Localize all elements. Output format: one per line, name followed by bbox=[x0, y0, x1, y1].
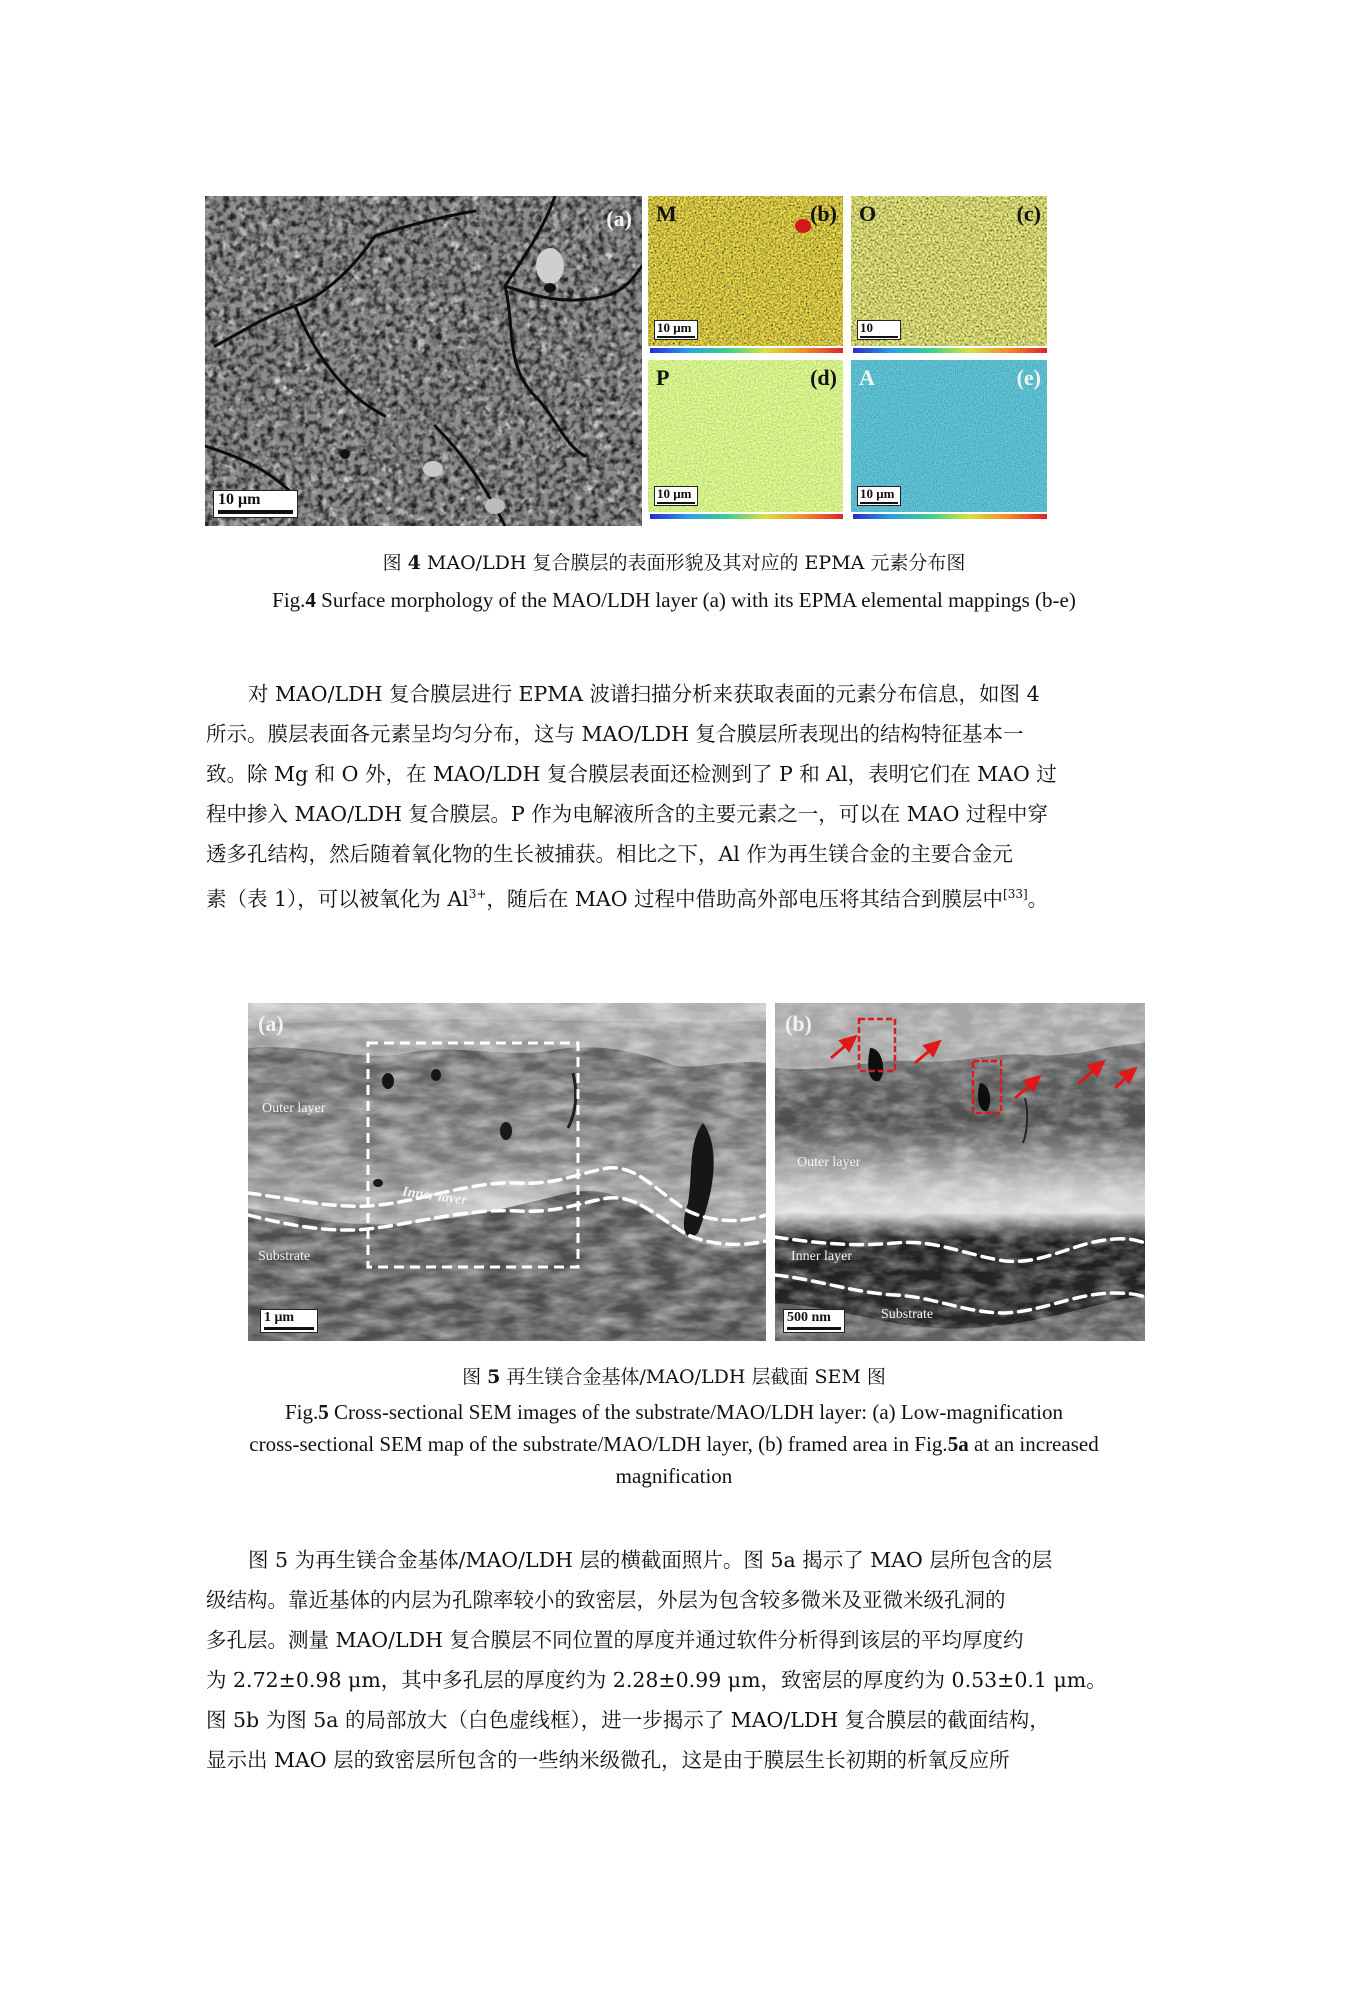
fig5-panel-a-label: (a) bbox=[258, 1011, 284, 1036]
para1-line-6-c: 。 bbox=[1027, 886, 1049, 911]
fig5-panel-b-label: (b) bbox=[785, 1011, 812, 1036]
fig4-panel-a-scale-text: 10 μm bbox=[218, 491, 261, 508]
fig4-panel-b-colorbar bbox=[650, 348, 843, 353]
fig4-panel-e-label: (e) bbox=[1016, 365, 1041, 390]
fig5-panel-a-inner-layer-label: Inner layer bbox=[401, 1184, 468, 1209]
fig4-panel-e-element: A bbox=[859, 365, 875, 390]
fig4-caption-en-prefix: Fig. bbox=[272, 588, 306, 612]
fig5-panel-b-sem-image bbox=[775, 1003, 1145, 1341]
para2-line-4: 为 2.72±0.98 μm，其中多孔层的厚度约为 2.28±0.99 μm，致密层的厚度约为 0.53±0.1 μm。 bbox=[206, 1668, 1107, 1692]
fig4-panel-d-element-map bbox=[648, 360, 843, 512]
para1-line-6-reference: [33] bbox=[1003, 887, 1028, 901]
fig4-panel-c-scale-bar bbox=[857, 320, 901, 340]
para1-line-2: 所示。膜层表面各元素呈均匀分布，这与 MAO/LDH 复合膜层所表现出的结构特征基本一 bbox=[206, 722, 1024, 746]
fig5-panel-b-outer-layer-label: Outer layer bbox=[797, 1155, 861, 1170]
fig5-caption-en-line-1 bbox=[150, 1396, 1198, 1428]
fig4-caption-en-text: Surface morphology of the MAO/LDH layer (a) with its EPMA elemental mappings (b-e) bbox=[321, 588, 1076, 612]
fig5-caption-en-line-2 bbox=[150, 1428, 1198, 1460]
fig4-panel-d-label: (d) bbox=[810, 365, 837, 390]
fig4-caption-zh-num: 4 bbox=[407, 552, 421, 574]
fig4-caption-zh-prefix: 图 bbox=[382, 552, 402, 574]
fig5-caption-en-prefix: Fig. bbox=[284, 1400, 319, 1424]
fig5-panel-a-outer-layer-label: Outer layer bbox=[262, 1101, 326, 1116]
fig5-panel-a-scale-text: 1 μm bbox=[264, 1310, 295, 1325]
fig5-panel-b-substrate-label: Substrate bbox=[881, 1307, 934, 1322]
fig5-caption-zh-text: 再生镁合金基体/MAO/LDH 层截面 SEM 图 bbox=[506, 1366, 886, 1388]
fig4-panel-c-colorbar bbox=[853, 348, 1047, 353]
para2-line-6: 显示出 MAO 层的致密层所包含的一些纳米级微孔，这是由于膜层生长初期的析氧反应所 bbox=[206, 1748, 1010, 1772]
fig4-panel-c-label: (c) bbox=[1016, 201, 1041, 226]
fig4-panel-b-element-map bbox=[648, 196, 843, 346]
para2-line-5: 图 5b 为图 5a 的局部放大（白色虚线框），进一步揭示了 MAO/LDH 复合膜层的截面结构， bbox=[206, 1708, 1050, 1732]
fig5-panel-b-scale-bar bbox=[783, 1309, 845, 1333]
fig4-panel-a-sem-image bbox=[205, 196, 642, 526]
para1-line-5: 透多孔结构，然后随着氧化物的生长被捕获。相比之下，Al 作为再生镁合金的主要合金元 bbox=[206, 842, 1013, 866]
para1-line-1: 对 MAO/LDH 复合膜层进行 EPMA 波谱扫描分析来获取表面的元素分布信息，如图 4 bbox=[248, 682, 1040, 706]
para1-line-6 bbox=[206, 874, 1146, 919]
fig4-caption-en bbox=[0, 584, 1348, 616]
para2-line-3: 多孔层。测量 MAO/LDH 复合膜层不同位置的厚度并通过软件分析得到该层的平均厚度约 bbox=[206, 1628, 1024, 1652]
fig4-panel-e-colorbar bbox=[853, 514, 1047, 519]
fig5-caption-en-line-3: magnification bbox=[615, 1464, 733, 1488]
para1-line-3: 致。除 Mg 和 O 外，在 MAO/LDH 复合膜层表面还检测到了 P 和 Al，表明它们在 MAO 过 bbox=[206, 762, 1057, 786]
fig4-panel-b-label: (b) bbox=[810, 201, 837, 226]
para1-line-6-b: ，随后在 MAO 过程中借助高外部电压将其结合到膜层中 bbox=[486, 886, 1004, 911]
para2-line-1: 图 5 为再生镁合金基体/MAO/LDH 层的横截面照片。图 5a 揭示了 MAO 层所包含的层 bbox=[248, 1548, 1053, 1572]
para1-line-6-a: 素（表 1），可以被氧化为 Al bbox=[206, 886, 469, 911]
fig5-panel-a-substrate-label: Substrate bbox=[258, 1249, 311, 1264]
fig4-caption-zh-text: MAO/LDH 复合膜层的表面形貌及其对应的 EPMA 元素分布图 bbox=[426, 552, 966, 574]
fig5-panel-b-scale-text: 500 nm bbox=[787, 1310, 831, 1325]
para2-line-2: 级结构。靠近基体的内层为孔隙率较小的致密层，外层为包含较多微米及亚微米级孔洞的 bbox=[206, 1588, 1006, 1612]
fig5-caption-zh-prefix: 图 bbox=[462, 1366, 482, 1388]
fig4-panel-d-scale-text: 10 μm bbox=[657, 486, 692, 501]
fig5-caption-en bbox=[150, 1396, 1198, 1492]
fig4-caption-zh bbox=[0, 548, 1348, 575]
fig4-panel-c-element: O bbox=[859, 201, 877, 226]
fig4-panel-b-scale-text: 10 μm bbox=[657, 320, 692, 335]
para1-line-6-superscript: 3+ bbox=[468, 887, 487, 901]
fig4-panel-c-element-map bbox=[851, 196, 1047, 346]
fig5-caption-zh bbox=[0, 1362, 1348, 1389]
fig5-caption-en-line-2-b: at an increased bbox=[968, 1432, 1099, 1456]
fig4-panel-c-scale-text: 10 bbox=[860, 320, 873, 335]
fig4-caption-en-num: 4 bbox=[305, 588, 316, 612]
fig5-panel-a-sem-image bbox=[248, 1003, 766, 1341]
fig4-panel-b-scale-bar bbox=[654, 320, 698, 340]
fig5-panel-b-inner-layer-label: Inner layer bbox=[791, 1249, 853, 1264]
fig4-panel-d-element: P bbox=[656, 365, 670, 390]
para1-line-4: 程中掺入 MAO/LDH 复合膜层。P 作为电解液所含的主要元素之一，可以在 MAO 过程中穿 bbox=[206, 802, 1048, 826]
fig4-panel-a-scale-bar bbox=[213, 490, 298, 518]
fig5-caption-en-line-2-ref: 5a bbox=[947, 1432, 969, 1456]
fig4-panel-d-colorbar bbox=[650, 514, 843, 519]
fig5-caption-en-line-2-a: cross-sectional SEM map of the substrate/MAO/LDH layer, (b) framed area in Fig. bbox=[249, 1432, 948, 1456]
fig5-panel-a-scale-bar bbox=[260, 1309, 318, 1333]
fig4-panel-a-label: (a) bbox=[606, 206, 632, 231]
fig5-caption-en-line-1-text: Cross-sectional SEM images of the substrate/MAO/LDH layer: (a) Low-magnification bbox=[334, 1400, 1063, 1424]
fig4-panel-d-scale-bar bbox=[654, 486, 698, 506]
fig4-panel-e-scale-text: 10 μm bbox=[860, 486, 895, 501]
fig5-caption-en-num: 5 bbox=[318, 1400, 329, 1424]
fig5-caption-zh-num: 5 bbox=[487, 1366, 501, 1388]
fig4-panel-e-scale-bar bbox=[857, 486, 901, 506]
body-paragraph-2 bbox=[206, 1540, 1146, 1780]
body-paragraph-1 bbox=[206, 674, 1146, 919]
fig4-panel-e-element-map bbox=[851, 360, 1047, 512]
fig4-panel-b-element: M bbox=[656, 201, 677, 226]
